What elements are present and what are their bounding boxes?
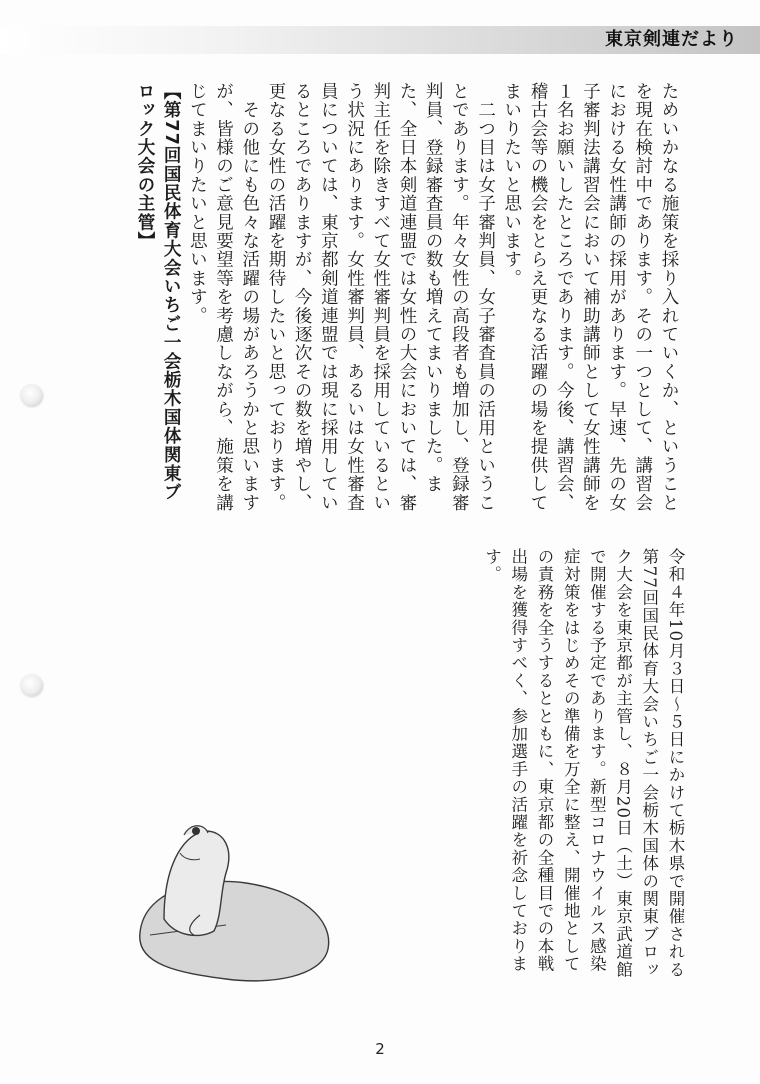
article-paragraph-2: 二つ目は女子審判員、女子審査員の活用ということであります。年々女性の高段者も増加し、登録審判員、登録審査員の数も増えてまいりました。また、全日本剣道連盟では女性の大会においては、審判主任を除きすべて女性審判員を採用しているという状況にあります。女性審判員、あるいは女性審査員については、東京都剣道連盟では現に採用しているところでありますが、今後逐次その数を増やし、更なる女性の活躍を期待したいと思っております。 <box>265 82 496 513</box>
section-heading: 【第77回国民体育大会いちご一会栃木国体関東ブロック大会の主管】 <box>134 82 182 502</box>
article-paragraph-2-indent <box>476 82 496 101</box>
article-paragraph-1: ためいかなる施策を採り入れていくか、ということを現在検討中であります。その一つとして、講習会における女性講師の採用があります。早速、先の女子審判法講習会において補助講師として女性講師を１名お願いしたところであります。今後、講習会、稽古会等の機会をとらえ更なる活躍の場を提供してまいりたいと思います。 <box>501 82 679 513</box>
article-upper-block <box>134 82 682 514</box>
punch-hole-upper <box>20 384 42 406</box>
article-paragraph-3-indent <box>240 82 260 101</box>
section-body-continued: 令和４年10月３日～５日にかけて栃木県で開催される第77回国民体育大会いちご一会栃木国体の関東ブロック大会を東京都が主管し、８月20日（土）東京武道館で開催する予定であります。新型コロナウイルス感染症対策をはじめその準備を万全に整え、開催地としての責務を全うするとともに、東京都の全種目での本戦出場を獲得すべく、参加選手の活躍を祈念しております。 <box>482 548 685 979</box>
article-paragraph-3: その他にも色々な活躍の場があろうかと思いますが、皆様のご意見要望等を考慮しながら、施策を講じてまいりたいと思います。 <box>187 82 260 513</box>
page-number: 2 <box>375 1040 385 1058</box>
article-lower-block <box>482 548 688 980</box>
frog-on-lily-pad-illustration <box>130 815 340 985</box>
punch-hole-lower <box>20 674 42 696</box>
newsletter-title: 東京剣連だより <box>605 29 738 50</box>
